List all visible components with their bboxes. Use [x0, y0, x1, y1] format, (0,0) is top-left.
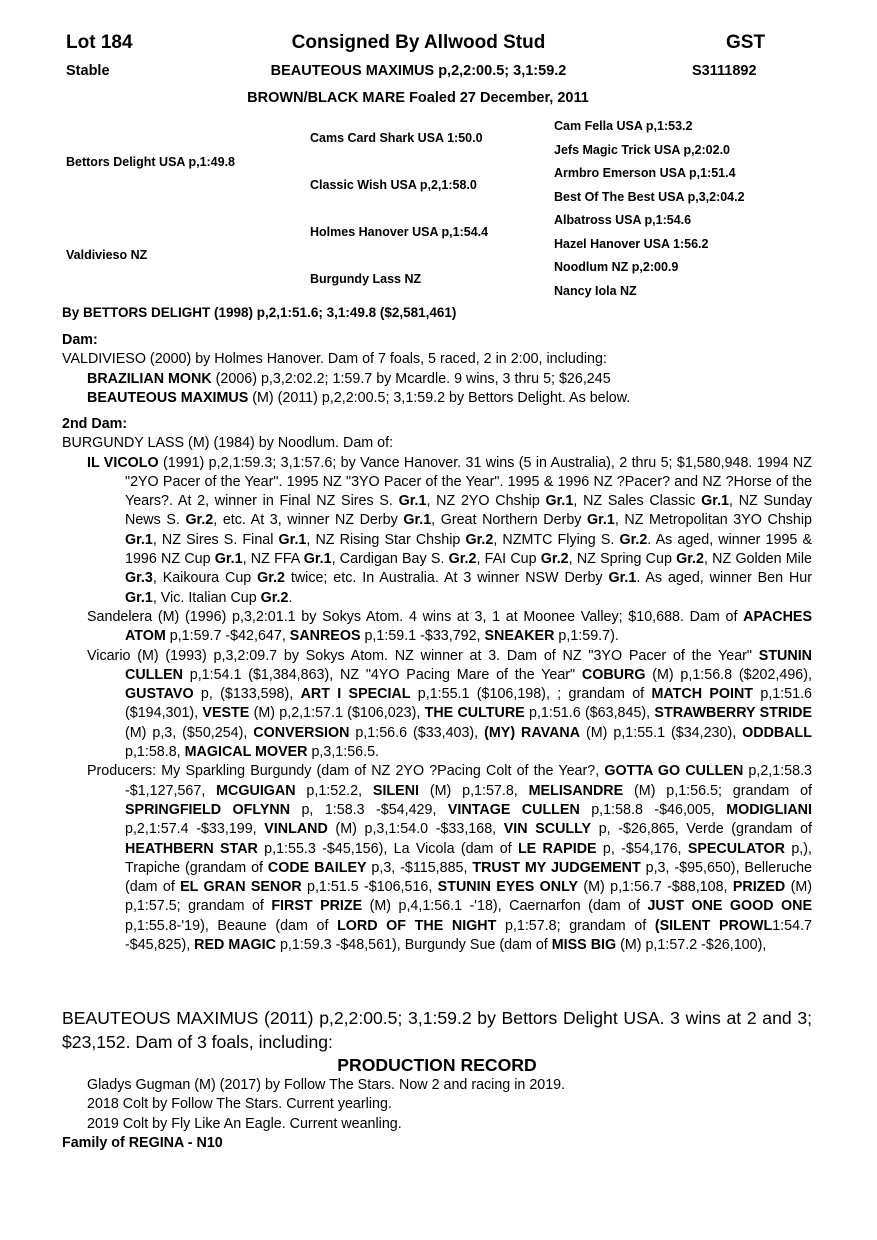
ilvicolo-entry: IL VICOLO (1991) p,2,1:59.3; 3,1:57.6; by Vance Hanover. 31 wins (5 in Australia), 2 thru 5; $1,580,948. 1994 NZ "2YO Pacer of the Year". 1995 NZ "3YO Pacer of the Year". 1995 & 1996 NZ ?Pacer? and NZ ?Horse of the Years?. At 2, winner in Final NZ Sires S. Gr.1, NZ 2YO Chship Gr.1, NZ Sales Classic Gr.1, NZ Sunday News S. Gr.2, etc. At 3, winner NZ Derby Gr.1, Great Northern Derby Gr.1, NZ Metropolitan 3YO Chship Gr.1, NZ Sires S. Final Gr.1, NZ Rising Star Chship Gr.2, NZMTC Flying S. Gr.2. As aged, winner 1995 & 1996 NZ Cup Gr.1, NZ FFA Gr.1, Cardigan Bay S. Gr.2, FAI Cup Gr.2, NZ Spring Cup Gr.2, NZ Golden Mile Gr.3, Kaikoura Cup Gr.2 twice; etc. In Australia. At 3 winner NSW Derby Gr.1. As aged, winner Ben Hur Gr.1, Vic. Italian Cup Gr.2.: [87, 454, 813, 606]
dam-section: [62, 331, 812, 408]
pedigree-sire-dam: Classic Wish USA p,2,1:58.0: [310, 178, 477, 192]
horse-code: S3111892: [692, 63, 757, 79]
pedigree-g3-7: Noodlum NZ p,2:00.9: [554, 260, 679, 274]
vicario-entry: Vicario (M) (1993) p,3,2:09.7 by Sokys Atom. NZ winner at 3. Dam of NZ "3YO Pacer of the Year" STUNIN CULLEN p,1:54.1 ($1,384,863), NZ "4YO Pacing Mare of the Year" COBURG (M) p,1:56.8 ($202,496), GUSTAVO p, ($133,598), ART I SPECIAL p,1:55.1 ($106,198), ; grandam of MATCH POINT p,1:51.6 ($194,301), VESTE (M) p,2,1:57.1 ($106,023), THE CULTURE p,1:51.6 ($63,845), STRAWBERRY STRIDE (M) p,3, ($50,254), CONVERSION p,1:56.6 ($33,403), (MY) RAVANA (M) p,1:55.1 ($34,230), ODDBALL p,1:58.8, MAGICAL MOVER p,3,1:56.5.: [87, 647, 813, 761]
pedigree-sire-sire: Cams Card Shark USA 1:50.0: [310, 131, 483, 145]
lot-number: Lot 184: [66, 32, 133, 53]
sire-line: By BETTORS DELIGHT (1998) p,2,1:51.6; 3,1:49.8 ($2,581,461): [62, 305, 457, 320]
pedigree-g3-5: Albatross USA p,1:54.6: [554, 213, 692, 227]
summary-section: [62, 1006, 812, 1153]
second-dam-heading: 2nd Dam:: [62, 416, 128, 432]
horse-name-line: BEAUTEOUS MAXIMUS p,2,2:00.5; 3,1:59.2: [270, 63, 567, 79]
sandelera-entry: Sandelera (M) (1996) p,3,2:01.1 by Sokys Atom. 4 wins at 3, 1 at Moonee Valley; $10,688. Dam of APACHES ATOM p,1:59.7 -$42,647, SANREOS p,1:59.1 -$33,792, SNEAKER p,1:59.7).: [87, 608, 812, 645]
horse-description: BROWN/BLACK MARE Foaled 27 December, 2011: [247, 90, 589, 106]
pedigree-g3-6: Hazel Hanover USA 1:56.2: [554, 237, 709, 251]
second-dam-text: BURGUNDY LASS (M) (1984) by Noodlum. Dam of:: [62, 435, 394, 452]
pedigree-sire: Bettors Delight USA p,1:49.8: [66, 155, 236, 169]
gst-label: GST: [726, 32, 766, 53]
production-item: Gladys Gugman (M) (2017) by Follow The Stars. Now 2 and racing in 2019.: [87, 1077, 566, 1093]
stable-label: Stable: [66, 63, 110, 79]
consigner-title: Consigned By Allwood Stud: [291, 32, 546, 53]
dam-heading: Dam:: [62, 332, 98, 348]
production-item: 2018 Colt by Follow The Stars. Current yearling.: [87, 1096, 392, 1113]
producers-entry: Producers: My Sparkling Burgundy (dam of NZ 2YO ?Pacing Colt of the Year?, GOTTA GO CULLEN p,2,1:58.3 -$1,127,567, MCGUIGAN p,1:52.2, SILENI (M) p,1:57.8, MELISANDRE (M) p,1:56.5; grandam of SPRINGFIELD OFLYNN p, 1:58.3 -$54,429, VINTAGE CULLEN p,1:58.8 -$46,005, MODIGLIANI p,2,1:57.4 -$33,199, VINLAND (M) p,3,1:54.0 -$33,168, VIN SCULLY p, -$26,865, Verde (grandam of HEATHBERN STAR p,1:55.3 -$45,156), La Vicola (dam of LE RAPIDE p, -$54,176, SPECULATOR p,), Trapiche (grandam of CODE BAILEY p,3, -$115,885, TRUST MY JUDGEMENT p,3, -$95,650), Belleruche (dam of EL GRAN SENOR p,1:51.5 -$106,516, STUNIN EYES ONLY (M) p,1:56.7 -$88,108, PRIZED (M) p,1:57.5; grandam of FIRST PRIZE (M) p,4,1:56.1 -'18), Caernarfon (dam of JUST ONE GOOD ONE p,1:55.8-'19), Beaune (dam of LORD OF THE NIGHT p,1:57.8; grandam of (SILENT PROWL1:54.7 -$45,825), RED MAGIC p,1:59.3 -$48,561), Burgundy Sue (dam of MISS BIG (M) p,1:57.2 -$26,100),: [87, 763, 813, 954]
pedigree-g3-2: Jefs Magic Trick USA p,2:02.0: [554, 143, 731, 157]
dam-text: VALDIVIESO (2000) by Holmes Hanover. Dam of 7 foals, 5 raced, 2 in 2:00, including:: [62, 351, 607, 368]
foal-name: BEAUTEOUS MAXIMUS: [87, 389, 249, 406]
pedigree-g3-3: Armbro Emerson USA p,1:51.4: [554, 166, 736, 180]
pedigree-dam-sire: Holmes Hanover USA p,1:54.4: [310, 225, 489, 239]
pedigree-g3-8: Nancy Iola NZ: [554, 284, 637, 298]
production-heading: PRODUCTION RECORD: [337, 1055, 537, 1075]
pedigree-g3-1: Cam Fella USA p,1:53.2: [554, 119, 693, 133]
pedigree-dam-dam: Burgundy Lass NZ: [310, 272, 422, 286]
dam-foal-2: BEAUTEOUS MAXIMUS (M) (2011) p,2,2:00.5; 3,1:59.2 by Bettors Delight. As below.: [87, 389, 631, 406]
second-dam-section: [62, 415, 812, 955]
production-item: 2019 Colt by Fly Like An Eagle. Current weanling.: [87, 1115, 402, 1132]
dam-foal-1: BRAZILIAN MONK (2006) p,3,2:02.2; 1:59.7 by Mcardle. 9 wins, 3 thru 5; $26,245: [87, 370, 611, 387]
foal-name: BRAZILIAN MONK: [87, 370, 212, 387]
summary-text: BEAUTEOUS MAXIMUS (2011) p,2,2:00.5; 3,1:59.2 by Bettors Delight USA. 3 wins at 2 and 3; $23,152. Dam of 3 foals, including:: [62, 1008, 812, 1052]
family-line: Family of REGINA - N10: [62, 1134, 223, 1151]
pedigree-g3-4: Best Of The Best USA p,3,2:04.2: [554, 190, 745, 204]
pedigree-dam: Valdivieso NZ: [66, 248, 148, 262]
